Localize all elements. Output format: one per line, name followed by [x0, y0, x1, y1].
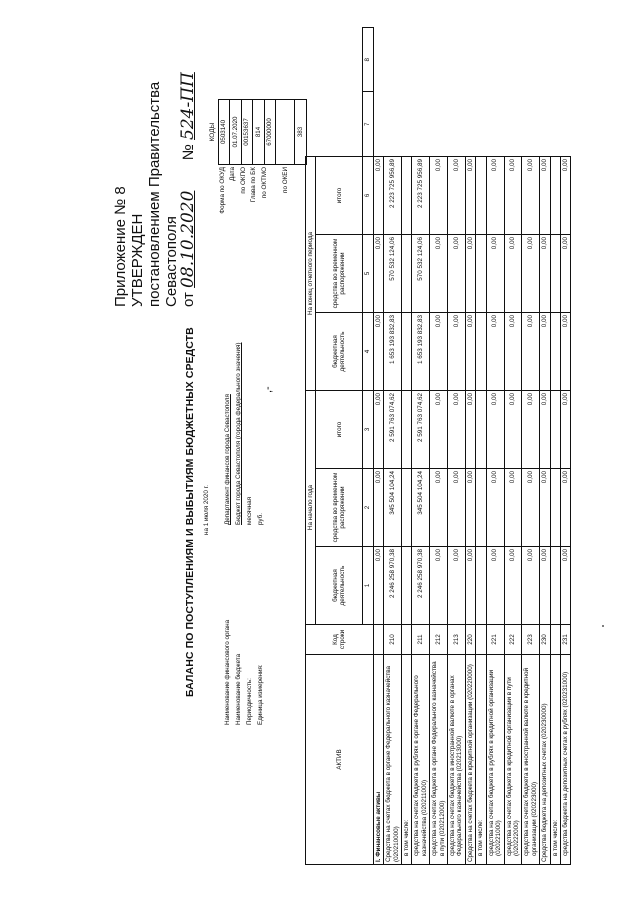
table-row: [504, 28, 522, 865]
approved-label: УТВЕРЖДЕН: [129, 213, 146, 307]
table-row: [476, 28, 486, 865]
row-value: 0,00: [522, 312, 540, 390]
handwritten-mark: ,-: [262, 386, 274, 393]
row-label: Средства на счетах бюджета в органе Федерального казначейства (020210000): [384, 655, 402, 865]
row-label: в том числе:: [402, 655, 412, 865]
bk-head-label: Глава по БК: [250, 167, 257, 203]
row-value: 2 591 763 074,62: [384, 390, 402, 468]
row-value: 0,00: [560, 312, 570, 390]
cell: 0,00: [373, 469, 383, 547]
row-value: [550, 547, 560, 625]
row-label: средства на счетах бюджета в органе Федерального казначейства в пути (020212000): [430, 655, 448, 865]
table-row: [550, 28, 560, 865]
row-value: 0,00: [430, 547, 448, 625]
row-value: 0,00: [540, 312, 550, 390]
row-value: 0,00: [430, 469, 448, 547]
row-value: 0,00: [465, 234, 475, 312]
row-value: 0,00: [504, 469, 522, 547]
table-row: [412, 28, 430, 865]
row-value: 0,00: [540, 469, 550, 547]
row-value: 1 653 193 832,83: [384, 312, 402, 390]
table-row: [560, 28, 570, 865]
col-head-end: На конец отчетного периода: [306, 156, 316, 390]
budget-label: Наименование бюджета: [235, 653, 242, 725]
row-value: [476, 312, 486, 390]
table-row: [465, 28, 475, 865]
row-value: 0,00: [560, 469, 570, 547]
row-value: 0,00: [504, 234, 522, 312]
row-value: 2 591 763 074,62: [412, 390, 430, 468]
document-title: БАЛАНС ПО ПОСТУПЛЕНИЯМ И ВЫБЫТИЯМ БЮДЖЕТНЫХ СРЕДСТВ: [184, 327, 196, 697]
approval-date-handwritten: 08.10.2020: [178, 190, 198, 288]
col-head-start: На начало года: [306, 390, 316, 624]
row-label: Средства бюджета на депозитных счетах (020230000): [540, 655, 550, 865]
row-value: [550, 390, 560, 468]
row-value: [402, 547, 412, 625]
col-head-code: Код строки: [306, 625, 374, 655]
bk-code: 814: [253, 100, 265, 165]
row-value: 0,00: [504, 390, 522, 468]
row-value: 0,00: [522, 234, 540, 312]
okei-code: 383: [295, 100, 307, 165]
row-value: 0,00: [540, 234, 550, 312]
row-value: 0,00: [448, 312, 466, 390]
row-value: 0,00: [486, 312, 504, 390]
row-value: 2 246 258 970,38: [384, 547, 402, 625]
codes-label-column: [207, 167, 291, 225]
row-code: [476, 625, 486, 655]
row-label: в том числе:: [476, 655, 486, 865]
colnum-6: 6: [363, 156, 373, 234]
approval-line: от 08.10.2020 № 524-ПП: [180, 60, 197, 307]
row-value: 0,00: [522, 390, 540, 468]
row-value: 0,00: [540, 156, 550, 234]
table-row: [430, 28, 448, 865]
row-value: 0,00: [465, 547, 475, 625]
row-value: [550, 234, 560, 312]
fin-org-value: Департамент финансов города Севастополя: [224, 394, 231, 525]
row-code: 223: [522, 625, 540, 655]
row-value: 0,00: [522, 547, 540, 625]
row-value: 0,00: [486, 390, 504, 468]
approved-by-city: Севастополя: [163, 216, 180, 307]
okud-code: 0503140: [218, 100, 230, 165]
row-value: 0,00: [448, 156, 466, 234]
row-value: 0,00: [486, 469, 504, 547]
row-value: 0,00: [430, 312, 448, 390]
row-label: средства на счетах бюджета в рублях в кредитной организации (020221000): [486, 655, 504, 865]
cell: 0,00: [373, 390, 383, 468]
col-head-total-end: итого: [316, 156, 363, 234]
table-row: [384, 28, 402, 865]
row-label: средства на счетах бюджета в кредитной организации в пути (020222000): [504, 655, 522, 865]
row-value: 0,00: [465, 312, 475, 390]
row-label: Средства на счетах бюджета в кредитной организации (020220000): [465, 655, 475, 865]
row-label: средства на счетах бюджета в иностранной валюте в кредитной организации (020223000): [522, 655, 540, 865]
row-label: средства бюджета на депозитных счетах в рублях (020231000): [560, 655, 570, 865]
row-value: [402, 156, 412, 234]
row-code: 210: [384, 625, 402, 655]
row-value: 0,00: [465, 390, 475, 468]
table-row: [522, 28, 540, 865]
row-value: 2 223 725 956,89: [384, 156, 402, 234]
row-value: 0,00: [448, 547, 466, 625]
codes-header: КОДЫ: [208, 122, 216, 142]
row-value: 0,00: [560, 547, 570, 625]
row-code: [550, 625, 560, 655]
row-code: 231: [560, 625, 570, 655]
col-head-total-start: итого: [316, 390, 363, 468]
okei-label: по ОКЕИ: [281, 167, 289, 193]
row-value: 2 223 725 956,89: [412, 156, 430, 234]
row-value: [476, 390, 486, 468]
row-value: 0,00: [504, 156, 522, 234]
periodicity-label: Периодичность:: [246, 678, 253, 725]
row-code: 211: [412, 625, 430, 655]
section-title: I. Финансовые активы: [373, 655, 383, 865]
cell: 0,00: [373, 312, 383, 390]
budget-value: Бюджет города Севастополя (города федерального значения): [235, 342, 242, 525]
okpo-code: 00153637: [241, 100, 253, 165]
row-code: 213: [448, 625, 466, 655]
appendix-block: [112, 60, 197, 307]
table-row: [448, 28, 466, 865]
row-value: [402, 469, 412, 547]
col-head-temp-start: средства во временном распоряжении: [316, 469, 363, 547]
row-value: 0,00: [430, 156, 448, 234]
row-value: 0,00: [540, 390, 550, 468]
col-head-budget-end: бюджетная деятельность: [316, 312, 363, 390]
row-value: [550, 156, 560, 234]
colnum-3: 3: [363, 390, 373, 468]
approval-number-handwritten: 524-ПП: [178, 72, 198, 140]
date-label: Дата: [229, 167, 236, 181]
row-value: 345 504 104,24: [384, 469, 402, 547]
table-row: [402, 28, 412, 865]
row-value: 0,00: [486, 547, 504, 625]
oktmo-label: по ОКТМО: [260, 167, 268, 199]
oktmo-code: 67000000: [264, 100, 276, 165]
row-label: средства на счетах бюджета в иностранной валюте в органах Федерального казначейства (020213000): [448, 655, 466, 865]
row-value: [550, 469, 560, 547]
fin-org-label: Наименование финансового органа: [224, 619, 231, 725]
colnum-5: 5: [363, 234, 373, 312]
row-code: 230: [540, 625, 550, 655]
okpo-label: по ОКПО: [239, 167, 247, 194]
table-row: [486, 28, 504, 865]
row-value: 0,00: [560, 156, 570, 234]
row-value: [402, 390, 412, 468]
scan-speck: [602, 625, 604, 627]
row-value: 0,00: [522, 156, 540, 234]
row-value: 2 246 258 970,38: [412, 547, 430, 625]
row-value: [476, 469, 486, 547]
col-head-temp-end: средства во временном распоряжении: [316, 234, 363, 312]
row-code: 221: [486, 625, 504, 655]
row-value: 0,00: [448, 234, 466, 312]
row-value: 1 653 193 832,83: [412, 312, 430, 390]
form-okud-label: Форма по ОКУД: [218, 167, 226, 214]
row-value: [402, 312, 412, 390]
colnum-7: 7: [363, 92, 373, 156]
row-value: [402, 234, 412, 312]
row-value: 345 504 104,24: [412, 469, 430, 547]
row-code: 220: [465, 625, 475, 655]
row-value: 570 532 124,06: [384, 234, 402, 312]
row-label: в том числе:: [550, 655, 560, 865]
row-value: 0,00: [465, 156, 475, 234]
row-value: 0,00: [448, 390, 466, 468]
colnum-4: 4: [363, 312, 373, 390]
unit-label: Единица измерения:: [257, 664, 264, 725]
table-body: [384, 28, 571, 865]
row-code: 212: [430, 625, 448, 655]
table-row: [540, 28, 550, 865]
row-value: 0,00: [522, 469, 540, 547]
row-label: средства на счетах бюджета в рублях в органе Федерального казначейства (020211000): [412, 655, 430, 865]
row-value: [476, 234, 486, 312]
row-value: [550, 312, 560, 390]
periodicity-value: месячная: [246, 496, 253, 525]
header-labels: [222, 620, 266, 725]
cell: 0,00: [373, 156, 383, 234]
header-values: [222, 342, 266, 525]
cell: 0,00: [373, 547, 383, 625]
cell: 0,00: [373, 234, 383, 312]
row-value: 0,00: [448, 469, 466, 547]
report-date: на 1 июля 2020 г.: [203, 485, 210, 535]
row-code: [402, 625, 412, 655]
col-head-asset: АКТИВ: [306, 655, 374, 865]
row-value: 0,00: [430, 390, 448, 468]
date-code: 01.07.2020: [230, 100, 242, 165]
row-value: 0,00: [504, 547, 522, 625]
row-code: 222: [504, 625, 522, 655]
row-value: 0,00: [560, 390, 570, 468]
codes-table: [207, 99, 307, 165]
row-value: 0,00: [504, 312, 522, 390]
row-value: 0,00: [465, 469, 475, 547]
row-value: 570 532 124,06: [412, 234, 430, 312]
row-value: 0,00: [540, 547, 550, 625]
unit-value: руб.: [257, 512, 264, 525]
colnum-8: 8: [363, 28, 373, 93]
colnum-2: 2: [363, 469, 373, 547]
row-value: 0,00: [430, 234, 448, 312]
row-value: [476, 547, 486, 625]
col-head-budget-start: бюджетная деятельность: [316, 547, 363, 625]
row-value: 0,00: [560, 234, 570, 312]
row-value: 0,00: [486, 234, 504, 312]
balance-table: [305, 27, 571, 865]
approved-by: постановлением Правительства: [146, 81, 163, 307]
appendix-number: Приложение № 8: [112, 186, 129, 307]
row-value: [476, 156, 486, 234]
colnum-1: 1: [363, 547, 373, 625]
row-value: 0,00: [486, 156, 504, 234]
